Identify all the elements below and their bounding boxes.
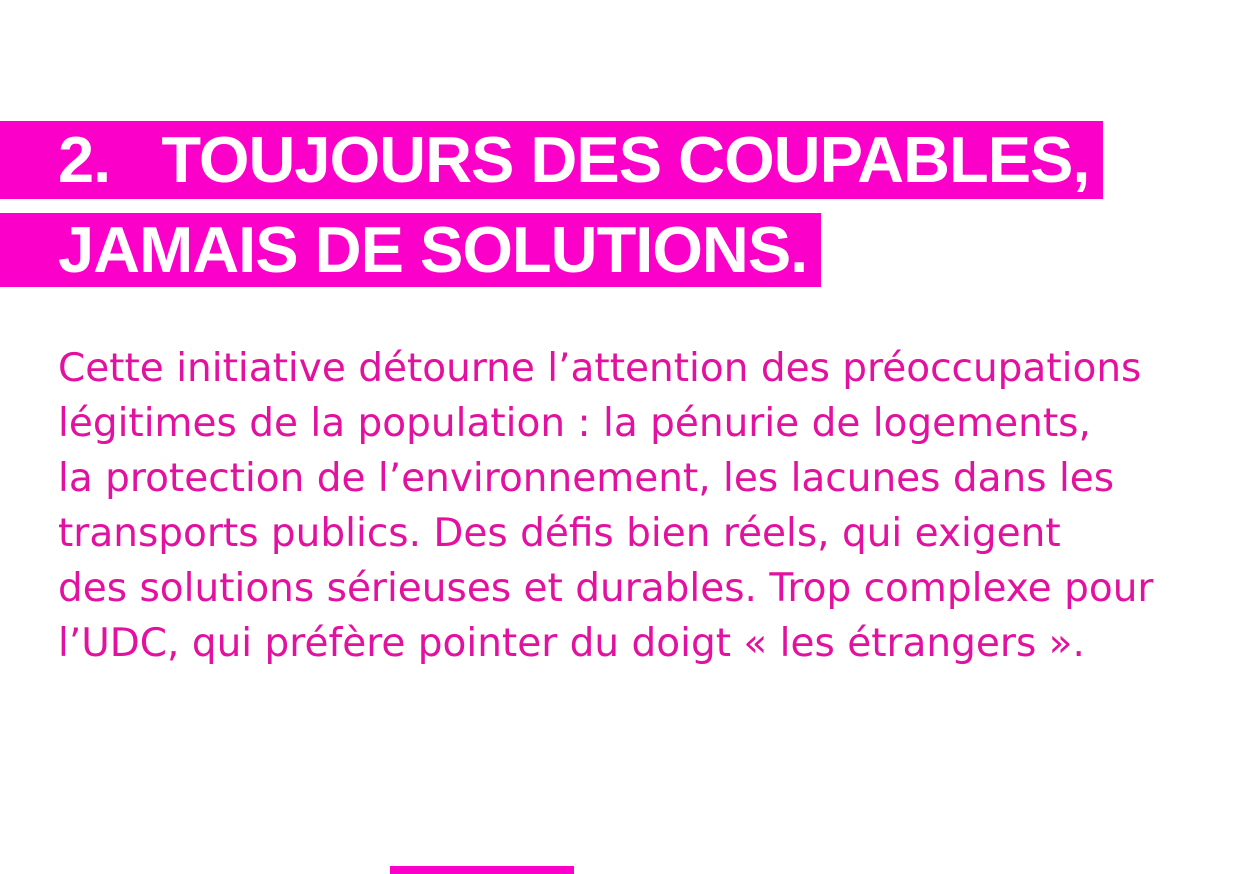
section-heading-line-1: 2. TOUJOURS DES COUPABLES, <box>58 123 1090 196</box>
body-paragraph <box>58 341 1153 671</box>
section-heading-bar-line-1 <box>0 121 1103 199</box>
section-heading-bar-line-2 <box>0 213 821 287</box>
body-line: légitimes de la population : la pénurie de logements, <box>58 401 1091 446</box>
body-line: la protection de l’environnement, les lacunes dans les <box>58 456 1115 501</box>
body-line: Cette initiative détourne l’attention des préoccupations <box>58 346 1142 391</box>
body-line: des solutions sérieuses et durables. Trop complexe pour <box>58 566 1154 611</box>
body-line: l’UDC, qui préfère pointer du doigt « les étrangers ». <box>58 621 1085 666</box>
section-heading-line-2: JAMAIS DE SOLUTIONS. <box>58 213 808 286</box>
body-line: transports publics. Des défis bien réels, qui exigent <box>58 511 1061 556</box>
bottom-accent-bar <box>390 866 574 874</box>
